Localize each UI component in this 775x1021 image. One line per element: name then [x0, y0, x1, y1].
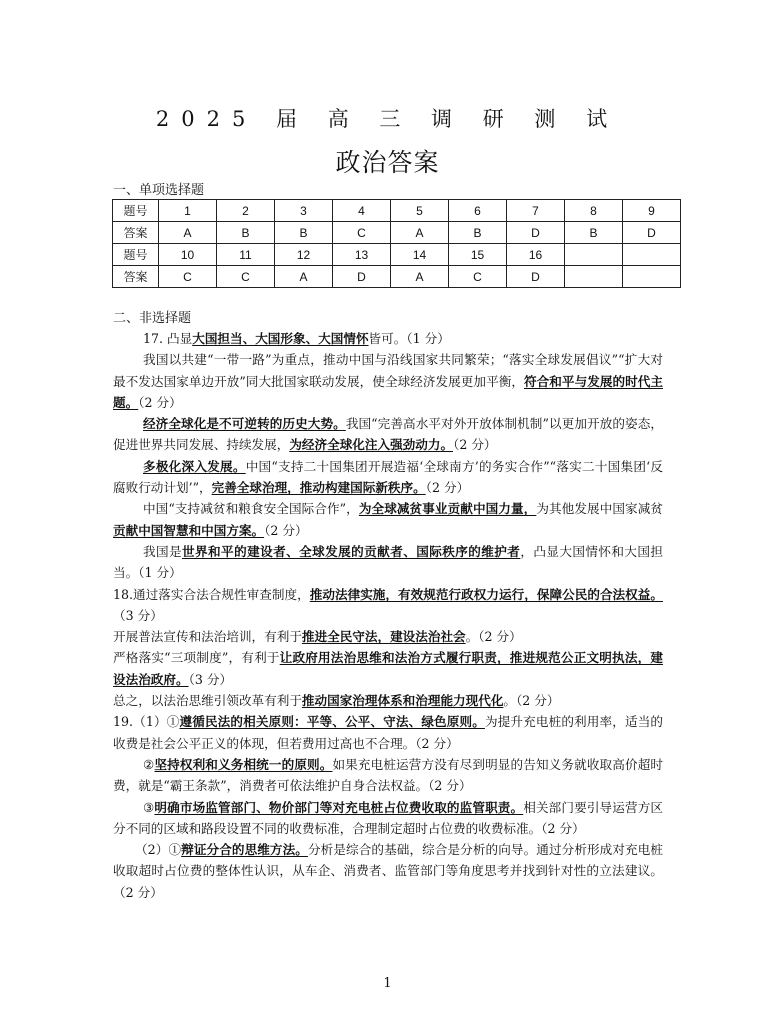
- paragraph-text: 分析是综合的基础，综合是分析的向导。通过分析形成对充电桩收取超时占位费的整体性认识，从车企、消费者、监管部门等角度思考并找到针对性的立法建议。（2 分）: [113, 842, 664, 900]
- paragraph-text: 相关部门要引导运营方区分不同的区域和路段设置不同的收费标准，合理制定超时占位费的收费标准。（2 分）: [113, 799, 664, 836]
- table-cell: [565, 266, 623, 288]
- answer-paragraph: [113, 626, 663, 647]
- paragraph-text: 严格落实“三项制度”，有利于: [113, 650, 280, 666]
- table-cell: B: [217, 222, 275, 244]
- table-cell: C: [217, 266, 275, 288]
- key-point: 完善全球治理，推动构建国际新秩序。: [211, 480, 426, 496]
- key-point: 贡献中国智慧和中国方案。: [113, 522, 265, 538]
- table-cell: [623, 244, 681, 266]
- table-row-label: 题号: [113, 200, 159, 222]
- answer-paragraph: [113, 839, 663, 903]
- table-cell: B: [275, 222, 333, 244]
- paragraph-text: 17. 凸显: [143, 331, 193, 346]
- key-point: 多极化深入发展。: [143, 458, 246, 474]
- table-row-label: 答案: [113, 222, 159, 244]
- key-point: 明确市场监管部门、物价部门等对充电桩占位费收取的监管职责。: [154, 799, 524, 815]
- answer-paragraph: [113, 413, 663, 456]
- paragraph-text: 开展普法宣传和法治培训，有利于: [113, 629, 302, 645]
- table-cell: 14: [391, 244, 449, 266]
- paragraph-text: 。（2 分）: [465, 629, 522, 645]
- paragraph-text: （2 分）: [264, 522, 308, 538]
- paragraph-text: 我国以共建“一带一路”为重点，推动中国与沿线国家共同繁荣；“落实全球发展倡议”“扩大对最不发达国家单边开放”同大批国家联动发展，使全球经济发展更加平衡，: [113, 352, 663, 389]
- paragraph-text: （2）①: [135, 842, 182, 858]
- table-row: [113, 266, 681, 288]
- table-cell: 1: [159, 200, 217, 222]
- answer-paragraph: [113, 797, 663, 840]
- paragraph-text: 中国“支持二十国集团开展造福‘全球南方’的务实合作”“落实二十国集团‘反腐败行动计划’”，: [113, 458, 664, 496]
- paragraph-text: 为其他发展中国家减贫: [536, 501, 664, 517]
- table-cell: B: [449, 222, 507, 244]
- table-cell: 12: [275, 244, 333, 266]
- paragraph-text: 为提升充电桩的利用率，适当的收费是社会公平正义的体现，但若费用过高也不合理。（2 分）: [113, 714, 664, 751]
- table-cell: 15: [449, 244, 507, 266]
- table-cell: A: [391, 266, 449, 288]
- paragraph-text: 我国是: [143, 543, 183, 559]
- paragraph-text: 。（2 分）: [503, 693, 560, 709]
- table-cell: 10: [159, 244, 217, 266]
- paragraph-text: 18.通过落实合法合规性审查制度，: [113, 586, 310, 602]
- answer-paragraph: [113, 456, 663, 499]
- table-cell: 8: [565, 200, 623, 222]
- section2-heading: 二、非选择题: [113, 311, 192, 326]
- table-cell: D: [333, 266, 391, 288]
- table-row: [113, 244, 681, 266]
- answer-paragraph: [113, 711, 663, 754]
- page-number: 1: [383, 976, 392, 991]
- table-cell: 13: [333, 244, 391, 266]
- paragraph-text: 中国“支持减贫和粮食安全国际合作”，: [143, 501, 359, 517]
- key-point: 推进全民守法，建设法治社会: [301, 629, 466, 645]
- key-point: 符合和平与发展的时代主题。: [113, 373, 663, 410]
- answer-paragraph: [113, 328, 663, 349]
- key-point: 经济全球化是不可逆转的历史大势。: [143, 416, 346, 432]
- table-cell: 9: [623, 200, 681, 222]
- table-cell: 16: [507, 244, 565, 266]
- table-cell: 7: [507, 200, 565, 222]
- key-point: 大国担当、大国形象、大国情怀: [192, 331, 369, 346]
- paragraph-text: ，凸显大国情怀和大国担当。（1 分）: [113, 543, 664, 581]
- key-point: 让政府用法治思维和法治方式履行职责，推进规范公正文明执法，建设法治政府。: [113, 650, 663, 687]
- table-row: [113, 200, 681, 222]
- paragraph-text: 我国“完善高水平对外开放体制机制”以更加开放的姿态，促进世界共同发展、持续发展，: [113, 416, 663, 453]
- key-point: 遵循民法的相关原则：平等、公平、守法、绿色原则。: [179, 714, 485, 730]
- table-cell: B: [565, 222, 623, 244]
- answer-paragraph: [113, 647, 663, 690]
- answer-paragraph: [113, 498, 663, 541]
- table-cell: C: [333, 222, 391, 244]
- key-point: 推动国家治理体系和治理能力现代化: [301, 693, 504, 709]
- table-cell: 5: [391, 200, 449, 222]
- table-cell: D: [623, 222, 681, 244]
- table-cell: A: [391, 222, 449, 244]
- table-cell: D: [507, 266, 565, 288]
- table-cell: 3: [275, 200, 333, 222]
- key-point: 推动法律实施，有效规范行政权力运行，保障公民的合法权益。: [309, 586, 664, 602]
- paragraph-text: （3 分）: [113, 607, 163, 623]
- table-cell: [565, 244, 623, 266]
- key-point: 坚持权利和义务相统一的原则。: [154, 756, 333, 772]
- table-cell: [623, 266, 681, 288]
- answer-body: [113, 328, 663, 903]
- paragraph-text: 总之，以法治思维引领改革有利于: [113, 693, 302, 709]
- table-cell: 2: [217, 200, 275, 222]
- key-point: 为全球减贫事业贡献中国力量，: [358, 501, 537, 517]
- table-row-label: 题号: [113, 244, 159, 266]
- answer-paragraph: [113, 754, 663, 797]
- paragraph-text: ②: [143, 756, 155, 772]
- key-point: 辩证分合的思维方法。: [181, 842, 308, 858]
- table-cell: 6: [449, 200, 507, 222]
- page-subtitle: 政治答案: [335, 148, 440, 177]
- table-cell: A: [159, 222, 217, 244]
- answer-paragraph: [113, 690, 663, 711]
- answer-paragraph: [113, 584, 663, 627]
- page-title: 2025 届 高 三 调 研 测 试: [155, 107, 620, 131]
- table-cell: A: [275, 266, 333, 288]
- key-point: 为经济全球化注入强劲动力。: [289, 437, 454, 453]
- table-row-label: 答案: [113, 266, 159, 288]
- table-cell: 11: [217, 244, 275, 266]
- answer-paragraph: [113, 541, 663, 584]
- paragraph-text: （2 分）: [138, 394, 182, 410]
- table-cell: D: [507, 222, 565, 244]
- table-cell: C: [449, 266, 507, 288]
- paragraph-text: ③: [143, 799, 155, 815]
- section1-heading: 一、单项选择题: [113, 183, 205, 198]
- answer-table: [112, 199, 681, 288]
- table-cell: C: [159, 266, 217, 288]
- paragraph-text: （3 分）: [188, 671, 233, 687]
- table-row: [113, 222, 681, 244]
- paragraph-text: （2 分）: [425, 480, 470, 496]
- table-cell: 4: [333, 200, 391, 222]
- paragraph-text: 19.（1）①: [113, 714, 180, 730]
- paragraph-text: （2 分）: [453, 437, 497, 453]
- paragraph-text: 如果充电桩运营方没有尽到明显的告知义务就收取高价超时费，就是“霸王条款”，消费者可依法维护自身合法权益。（2 分）: [113, 756, 664, 794]
- key-point: 世界和平的建设者、全球发展的贡献者、国际秩序的维护者: [182, 543, 521, 559]
- paragraph-text: 皆可。（1 分）: [368, 331, 450, 346]
- answer-paragraph: [113, 349, 663, 413]
